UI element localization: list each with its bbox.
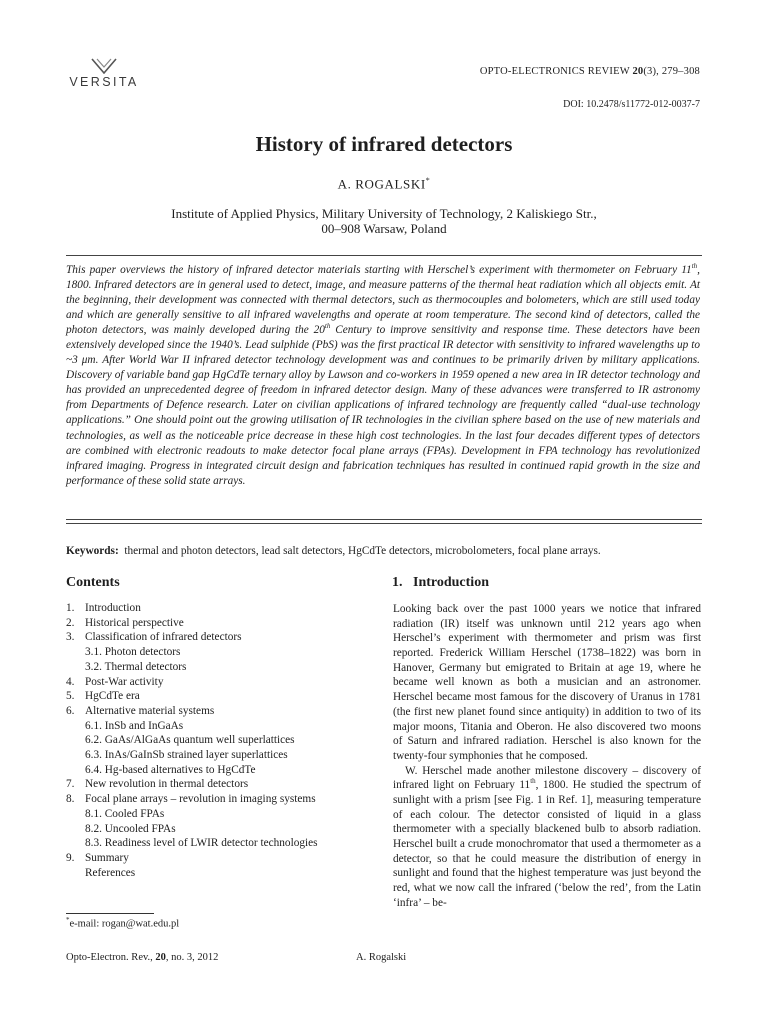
abstract-bottom-rule-2 <box>66 523 702 524</box>
abstract <box>66 263 700 489</box>
keywords <box>66 545 706 557</box>
journal-volume: 20 <box>632 66 644 77</box>
footer-author: A. Rogalski <box>356 952 407 963</box>
toc-item-label: Historical perspective <box>85 616 184 629</box>
toc-item-number: 9. <box>66 851 75 864</box>
toc-item-label: 6.1. InSb and InGaAs <box>85 719 184 732</box>
toc-item-label: 6.3. InAs/GaInSb strained layer superlattices <box>85 749 288 762</box>
toc-item-label: 3.2. Thermal detectors <box>85 660 187 673</box>
toc-item <box>66 748 318 763</box>
publisher-logo <box>64 58 144 94</box>
toc-item <box>66 675 318 690</box>
toc-item <box>66 866 318 881</box>
toc-item-label: 3.1. Photon detectors <box>85 646 181 659</box>
toc-item <box>66 851 318 866</box>
abstract-text-1: This paper overviews the history of infrared detector materials starting with Herschel’s experiment with thermometer on February 11 <box>66 264 692 276</box>
publisher-name: VERSITA <box>69 75 139 89</box>
toc-item-label: 8.2. Uncooled FPAs <box>85 822 176 835</box>
keywords-text: thermal and photon detectors, lead salt detectors, HgCdTe detectors, microbolometers, focal plane arrays. <box>124 545 601 557</box>
introduction-paragraph-2 <box>393 764 701 911</box>
abstract-top-rule <box>66 255 702 256</box>
footer-citation <box>66 952 218 963</box>
article-title: History of infrared detectors <box>255 132 513 156</box>
footer-volume: 20 <box>155 952 166 963</box>
toc-item-label: 8.3. Readiness level of LWIR detector technologies <box>85 837 318 850</box>
toc-item-label: Summary <box>85 851 129 864</box>
doi: DOI: 10.2478/s11772-012-0037-7 <box>563 99 700 110</box>
introduction-paragraph-1: Looking back over the past 1000 years we notice that infrared radiation (IR) itself was unknown until 212 years ago when Herschel’s experiment with thermometer and prism was first reported. Frederick William Herschel (1738–1822) was born in Hanover, Germany but emigrated to Britain at age 19, where he became well known as both a musician and an astronomer. Herschel became most famous for the discovery of Uranus in 1781 (the first new planet found since antiquity) in addition to two of its major moons, Titania and Oberon. He also discovered two moons of Saturn and infrared radiation. Herschel is also known for the twenty-four symphonies that he composed. <box>393 603 701 762</box>
table-of-contents <box>66 601 318 880</box>
abstract-bottom-rule-1 <box>66 519 702 520</box>
toc-item <box>66 704 318 719</box>
toc-item <box>66 689 318 704</box>
contents-heading: Contents <box>66 575 120 590</box>
introduction-paragraph-2-part-a: W. Herschel made another milestone discovery – discovery of infrared light on February 11 <box>393 764 701 792</box>
toc-item-number: 4. <box>66 675 75 688</box>
author-name: A. ROGALSKI <box>337 176 426 192</box>
journal-name: OPTO-ELECTRONICS REVIEW <box>479 66 630 77</box>
footnote-mark: * <box>66 916 70 924</box>
footnote-text: e-mail: rogan@wat.edu.pl <box>69 918 180 930</box>
affiliation-line-1: Institute of Applied Physics, Military University of Technology, 2 Kaliskiego Str., <box>171 206 597 221</box>
abstract-sup-1: th <box>691 262 698 271</box>
toc-item <box>66 645 318 660</box>
article-author <box>0 176 768 192</box>
toc-item-label: References <box>85 866 136 879</box>
toc-item <box>66 630 318 645</box>
footer-issue: , no. 3, 2012 <box>165 952 219 963</box>
toc-item <box>66 822 318 837</box>
toc-item-label: New revolution in thermal detectors <box>85 778 249 791</box>
toc-item-label: Post-War activity <box>85 675 164 688</box>
toc-item-label: Alternative material systems <box>85 704 215 717</box>
toc-item <box>66 777 318 792</box>
toc-item-number: 8. <box>66 793 75 806</box>
author-footnote-mark: * <box>425 176 431 185</box>
footnote <box>66 916 179 930</box>
toc-item-label: Focal plane arrays – revolution in imaging systems <box>85 793 316 806</box>
toc-item <box>66 807 318 822</box>
toc-item <box>66 616 318 631</box>
toc-item <box>66 763 318 778</box>
affiliation-line-2: 00–908 Warsaw, Poland <box>321 221 447 236</box>
toc-item-number: 3. <box>66 631 75 644</box>
journal-issue-pages: (3), 279–308 <box>643 66 700 77</box>
toc-item <box>66 660 318 675</box>
toc-item-number: 2. <box>66 616 75 629</box>
toc-item-number: 7. <box>66 778 75 791</box>
toc-item <box>66 719 318 734</box>
introduction-heading: 1. Introduction <box>392 575 489 590</box>
introduction-body <box>393 602 701 910</box>
toc-item-number: 1. <box>66 602 75 614</box>
introduction-paragraph-2-sup: th <box>530 777 536 786</box>
toc-item <box>66 836 318 851</box>
abstract-text-3: Century to improve sensitivity and response time. These detectors have been extensively developed since the 1940’s. Lead sulphide (PbS) was the first practical IR detector with sensitivity to infrared wavelengths up to ~3 μm. After World War II infrared detector technology development was and continues to be primarily driven by military applications. Discovery of variable band gap HgCdTe ternary alloy by Lawson and co-workers in 1959 opened a new area in IR detector technology and has provided an unprecedented degree of freedom in infrared detector design. Many of these advances were transferred to IR astronomy from Departments of Defence research. Later on civilian applications of infrared technology are frequently called “dual-use technology applications.” One should point out the growing utilisation of IR technologies in the civilian sphere based on the use of new materials and technologies, as well as the noticeable price decrease in these high cost technologies. In the last four decades different types of detectors are combined with electronic readouts to make detector focal plane arrays (FPAs). Development in FPA technology has revolutionized infrared imaging. Progress in integrated circuit design and fabrication techniques has resulted in continued rapid growth in the size and performance of these solid state arrays. <box>66 324 700 487</box>
versita-logo-icon <box>90 58 118 74</box>
toc-item <box>66 792 318 807</box>
keywords-label: Keywords: <box>66 545 119 557</box>
toc-item-number: 6. <box>66 704 75 717</box>
journal-citation <box>480 66 700 77</box>
toc-item <box>66 733 318 748</box>
introduction-paragraph-2-part-b: , 1800. He studied the spectrum of sunlight with a prism [see Fig. 1 in Ref. 1], measuring temperature of each colour. The detector consisted of liquid in a glass thermometer with a specially blackened bulb to absorb radiation. Herschel built a crude monochromator that used a thermometer as a detector, so that he could measure the distribution of energy in sunlight and found that the highest temperature was just beyond the red, what we now call the infrared (‘below the red’, from the Latin ‘infra’ – be- <box>393 779 701 909</box>
footer-journal: Opto-Electron. Rev., <box>66 952 156 963</box>
toc-item-label: Introduction <box>85 602 141 614</box>
toc-item-label: HgCdTe era <box>85 690 140 703</box>
affiliation <box>120 206 648 236</box>
toc-item <box>66 601 318 616</box>
toc-item-label: 8.1. Cooled FPAs <box>85 807 165 820</box>
abstract-sup-2: th <box>324 322 331 331</box>
toc-item-label: 6.2. GaAs/AlGaAs quantum well superlattices <box>85 734 295 747</box>
toc-item-label: Classification of infrared detectors <box>85 631 242 644</box>
toc-item-number: 5. <box>66 690 75 703</box>
toc-item-label: 6.4. Hg-based alternatives to HgCdTe <box>85 763 256 776</box>
footnote-rule <box>66 913 154 914</box>
abstract-text-2: , 1800. Infrared detectors are in general used to detect, image, and measure patterns of the thermal heat radiation which all objects emit. At the beginning, their development was connected with thermal detectors, such as thermocouples and bolometers, which are still used today and which are generally sensitive to all infrared wavelengths and operate at room temperature. The second kind of detectors, called the photon detectors, was mainly developed during the 20 <box>66 264 700 337</box>
